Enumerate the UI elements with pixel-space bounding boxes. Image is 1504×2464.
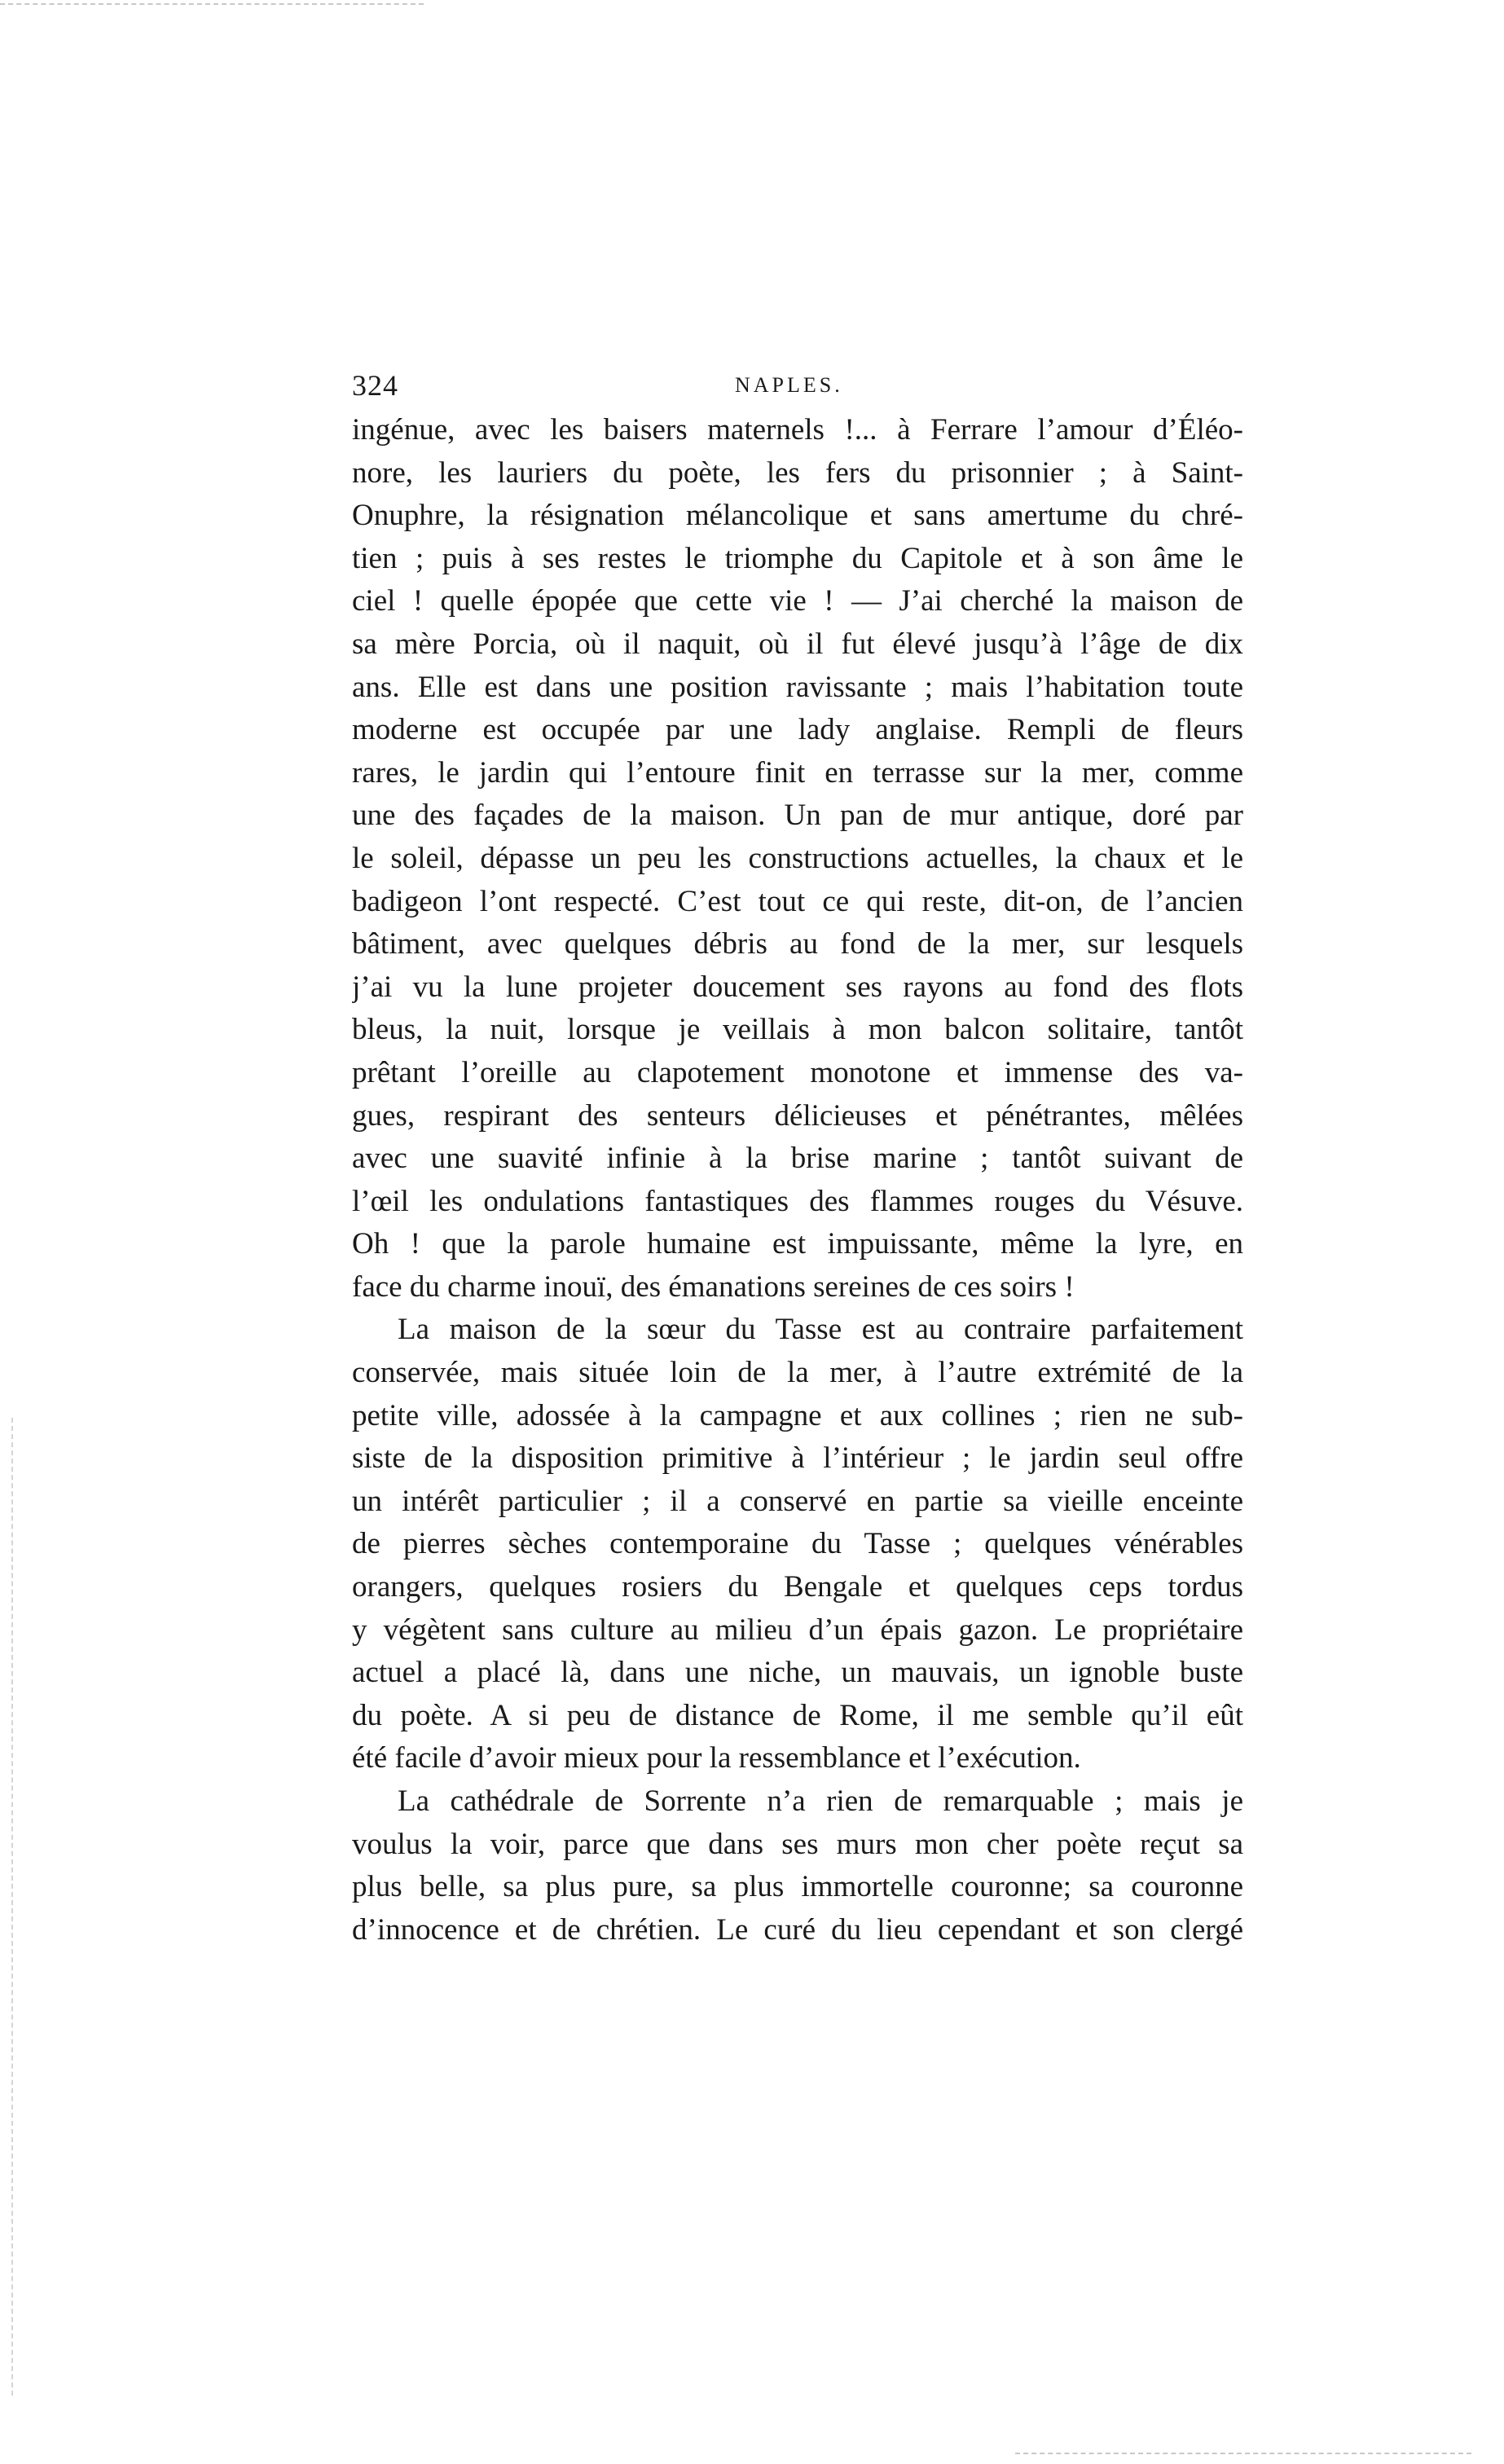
page-number: 324 <box>352 369 398 402</box>
text-line: tien ; puis à ses restes le triomphe du Capitole et à son âme le <box>352 541 1243 575</box>
text-line: Oh ! que la parole humaine est impuissante, même la lyre, en <box>352 1227 1243 1261</box>
scan-artifact-bottom <box>1015 2453 1471 2454</box>
text-line: un intérêt particulier ; il a conservé en partie sa vieille enceinte <box>352 1484 1243 1518</box>
running-head: NAPLES. <box>735 373 843 397</box>
text-line: d’innocence et de chrétien. Le curé du lieu cependant et son clergé <box>352 1912 1243 1947</box>
text-line: bleus, la nuit, lorsque je veillais à mon balcon solitaire, tantôt <box>352 1013 1243 1047</box>
text-line: de pierres sèches contemporaine du Tasse ; quelques vénérables <box>352 1527 1243 1561</box>
text-line: siste de la disposition primitive à l’intérieur ; le jardin seul offre <box>352 1441 1243 1476</box>
text-line: ingénue, avec les baisers maternels !... à Ferrare l’amour d’Éléo- <box>352 413 1243 447</box>
text-line: avec une suavité infinie à la brise marine ; tantôt suivant de <box>352 1142 1243 1176</box>
text-line: petite ville, adossée à la campagne et aux collines ; rien ne sub- <box>352 1398 1243 1432</box>
text-line: conservée, mais située loin de la mer, à l’autre extrémité de la <box>352 1356 1243 1390</box>
text-line: gues, respirant des senteurs délicieuses et pénétrantes, mêlées <box>352 1098 1243 1133</box>
text-line: orangers, quelques rosiers du Bengale et quelques ceps tordus <box>352 1570 1243 1604</box>
text-line: nore, les lauriers du poète, les fers du prisonnier ; à Saint- <box>352 455 1243 490</box>
text-line: j’ai vu la lune projeter doucement ses rayons au fond des flots <box>352 970 1243 1004</box>
text-line: face du charme inouï, des émanations sereines de ces soirs ! <box>352 1269 1075 1304</box>
text-line: une des façades de la maison. Un pan de mur antique, doré par <box>352 799 1243 833</box>
text-line: l’œil les ondulations fantastiques des flammes rouges du Vésuve. <box>352 1184 1243 1218</box>
text-line: voulus la voir, parce que dans ses murs mon cher poète reçut sa <box>352 1827 1243 1861</box>
text-line: moderne est occupée par une lady anglaise. Rempli de fleurs <box>352 713 1243 747</box>
text-line: bâtiment, avec quelques débris au fond de la mer, sur lesquels <box>352 927 1243 961</box>
text-line: été facile d’avoir mieux pour la ressemblance et l’exécution. <box>352 1741 1081 1775</box>
page-header <box>352 368 1248 407</box>
text-line: La maison de la sœur du Tasse est au contraire parfaitement <box>398 1313 1243 1347</box>
text-line: actuel a placé là, dans une niche, un mauvais, un ignoble buste <box>352 1656 1243 1690</box>
text-line: ciel ! quelle épopée que cette vie ! — J’ai cherché la maison de <box>352 584 1243 618</box>
text-line: du poète. A si peu de distance de Rome, il me semble qu’il eût <box>352 1698 1243 1732</box>
text-line: y végètent sans culture au milieu d’un épais gazon. Le propriétaire <box>352 1613 1243 1647</box>
text-line: le soleil, dépasse un peu les constructions actuelles, la chaux et le <box>352 841 1243 875</box>
scan-artifact-top <box>0 3 424 5</box>
body-text <box>352 409 1243 1951</box>
text-line: ans. Elle est dans une position ravissante ; mais l’habitation toute <box>352 670 1243 704</box>
scan-artifact-margin <box>11 1418 13 2396</box>
text-line: plus belle, sa plus pure, sa plus immortelle couronne; sa couronne <box>352 1870 1243 1904</box>
text-line: sa mère Porcia, où il naquit, où il fut élevé jusqu’à l’âge de dix <box>352 627 1243 661</box>
text-line: badigeon l’ont respecté. C’est tout ce qui reste, dit-on, de l’ancien <box>352 884 1243 918</box>
text-line: La cathédrale de Sorrente n’a rien de remarquable ; mais je <box>398 1784 1243 1818</box>
text-line: prêtant l’oreille au clapotement monotone et immense des va- <box>352 1055 1243 1089</box>
text-line: Onuphre, la résignation mélancolique et sans amertume du chré- <box>352 499 1243 533</box>
text-line: rares, le jardin qui l’entoure finit en terrasse sur la mer, comme <box>352 755 1243 790</box>
